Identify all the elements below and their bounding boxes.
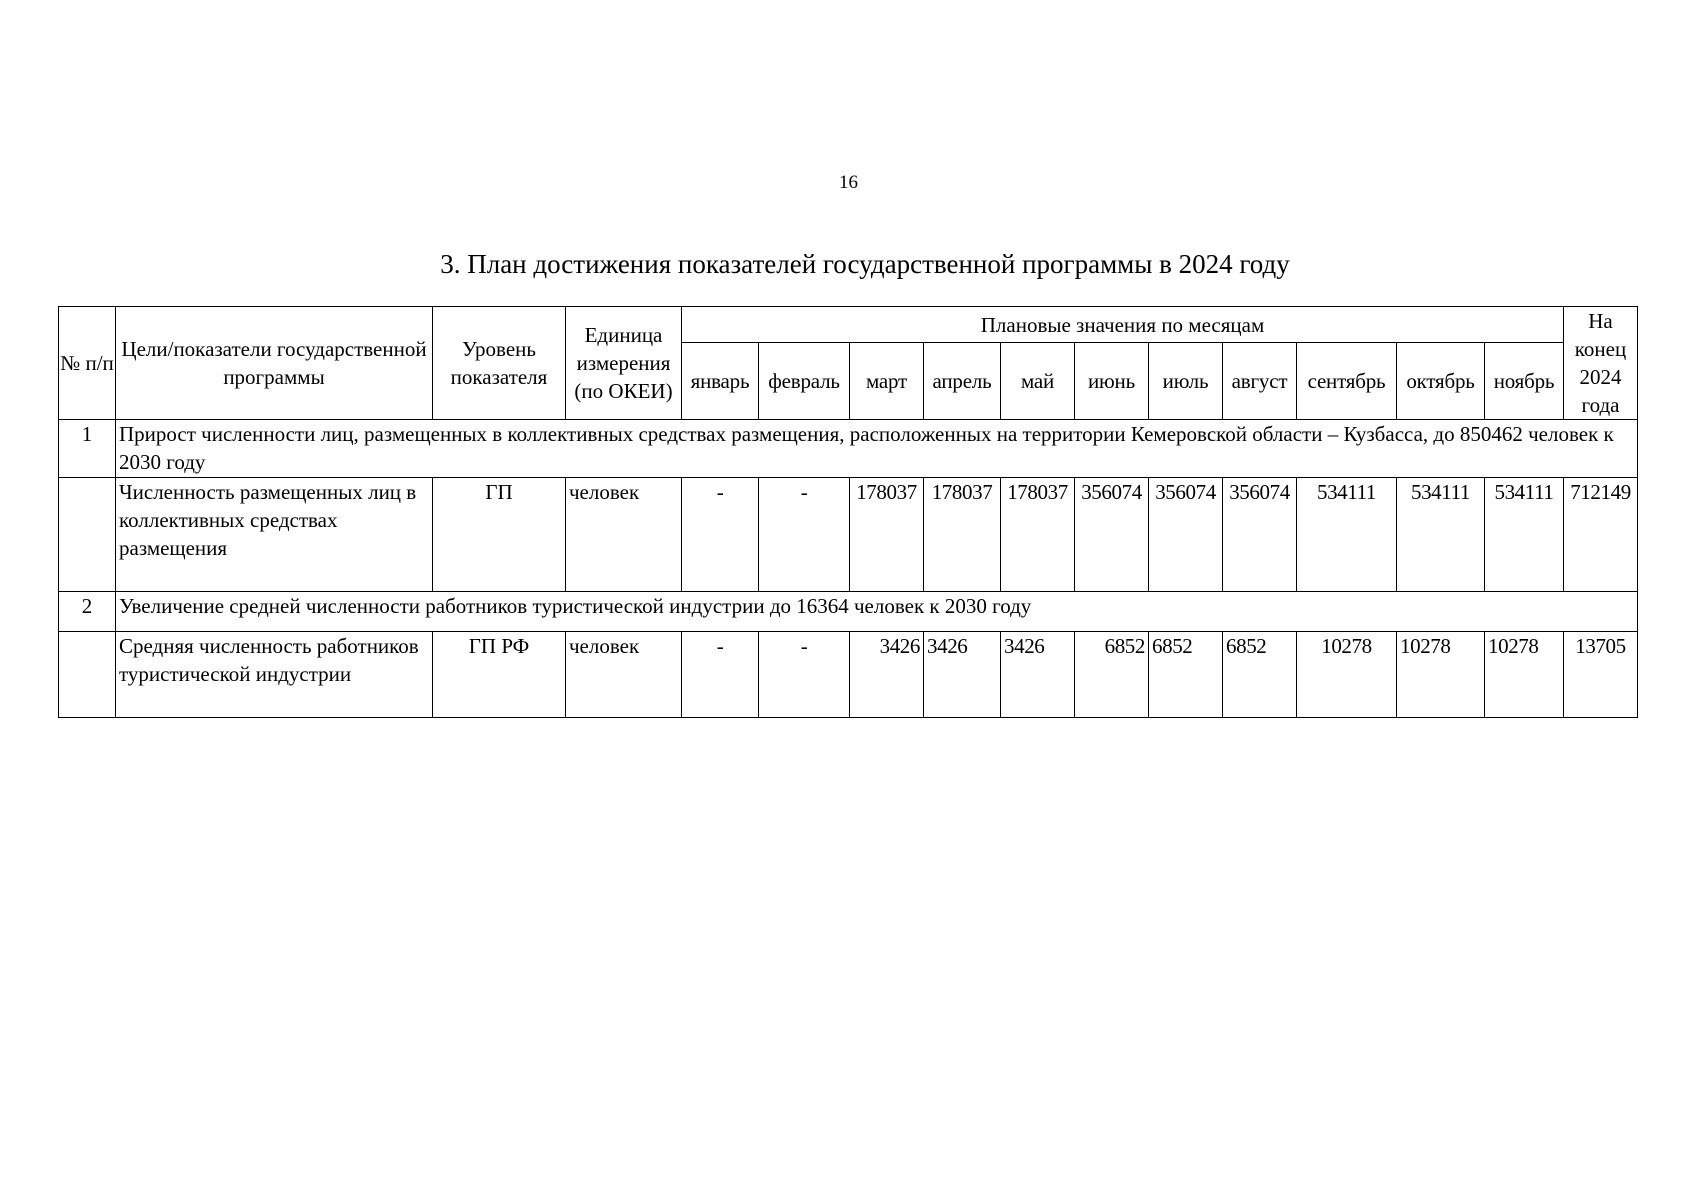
value-july: 6852 <box>1149 632 1223 718</box>
page-number: 16 <box>839 172 858 193</box>
indicators-plan-table <box>58 306 1638 718</box>
value-june: 356074 <box>1075 478 1149 592</box>
header-month-july: июль <box>1149 343 1223 420</box>
header-level: Уровень показателя <box>433 307 566 420</box>
value-august: 6852 <box>1223 632 1297 718</box>
header-month-march: март <box>850 343 924 420</box>
value-april: 178037 <box>924 478 1001 592</box>
goal-text: Увеличение средней численности работников туристической индустрии до 16364 человек к 2030 году <box>116 592 1638 632</box>
value-end-of-year: 13705 <box>1564 632 1638 718</box>
indicator-name: Средняя численность работников туристической индустрии <box>116 632 433 718</box>
value-end-of-year: 712149 <box>1564 478 1638 592</box>
header-month-february: февраль <box>759 343 850 420</box>
indicator-unit: человек <box>566 632 682 718</box>
value-february: - <box>759 478 850 592</box>
header-month-may: май <box>1001 343 1075 420</box>
empty-cell <box>59 632 116 718</box>
value-october: 10278 <box>1397 632 1485 718</box>
value-march: 3426 <box>850 632 924 718</box>
value-june: 6852 <box>1075 632 1149 718</box>
document-title: 3. План достижения показателей государственной программы в 2024 году <box>440 249 1290 279</box>
value-august: 356074 <box>1223 478 1297 592</box>
table-row <box>59 478 1638 592</box>
value-march: 178037 <box>850 478 924 592</box>
indicator-unit: человек <box>566 478 682 592</box>
header-month-august: август <box>1223 343 1297 420</box>
header-month-june: июнь <box>1075 343 1149 420</box>
indicator-level: ГП <box>433 478 566 592</box>
header-month-october: октябрь <box>1397 343 1485 420</box>
value-october: 534111 <box>1397 478 1485 592</box>
header-month-april: апрель <box>924 343 1001 420</box>
value-april: 3426 <box>924 632 1001 718</box>
goal-text: Прирост численности лиц, размещенных в коллективных средствах размещения, расположенных на территории Кемеровской области – Кузбасса, до 850462 человек к 2030 году <box>116 420 1638 478</box>
value-september: 534111 <box>1297 478 1397 592</box>
indicator-name: Численность размещенных лиц в коллективных средствах размещения <box>116 478 433 592</box>
value-november: 534111 <box>1485 478 1564 592</box>
header-planned-values: Плановые значения по месяцам <box>682 307 1564 343</box>
indicator-level: ГП РФ <box>433 632 566 718</box>
goal-number: 1 <box>59 420 116 478</box>
value-july: 356074 <box>1149 478 1223 592</box>
value-may: 3426 <box>1001 632 1075 718</box>
header-month-november: ноябрь <box>1485 343 1564 420</box>
value-november: 10278 <box>1485 632 1564 718</box>
header-unit: Единица измерения (по ОКЕИ) <box>566 307 682 420</box>
value-may: 178037 <box>1001 478 1075 592</box>
header-month-september: сентябрь <box>1297 343 1397 420</box>
value-september: 10278 <box>1297 632 1397 718</box>
header-end-of-year: На конец 2024 года <box>1564 307 1638 420</box>
goal-number: 2 <box>59 592 116 632</box>
header-goals: Цели/показатели государственной программы <box>116 307 433 420</box>
table-row <box>59 632 1638 718</box>
value-february: - <box>759 632 850 718</box>
header-number: № п/п <box>59 307 116 420</box>
empty-cell <box>59 478 116 592</box>
value-january: - <box>682 478 759 592</box>
value-january: - <box>682 632 759 718</box>
header-month-january: январь <box>682 343 759 420</box>
